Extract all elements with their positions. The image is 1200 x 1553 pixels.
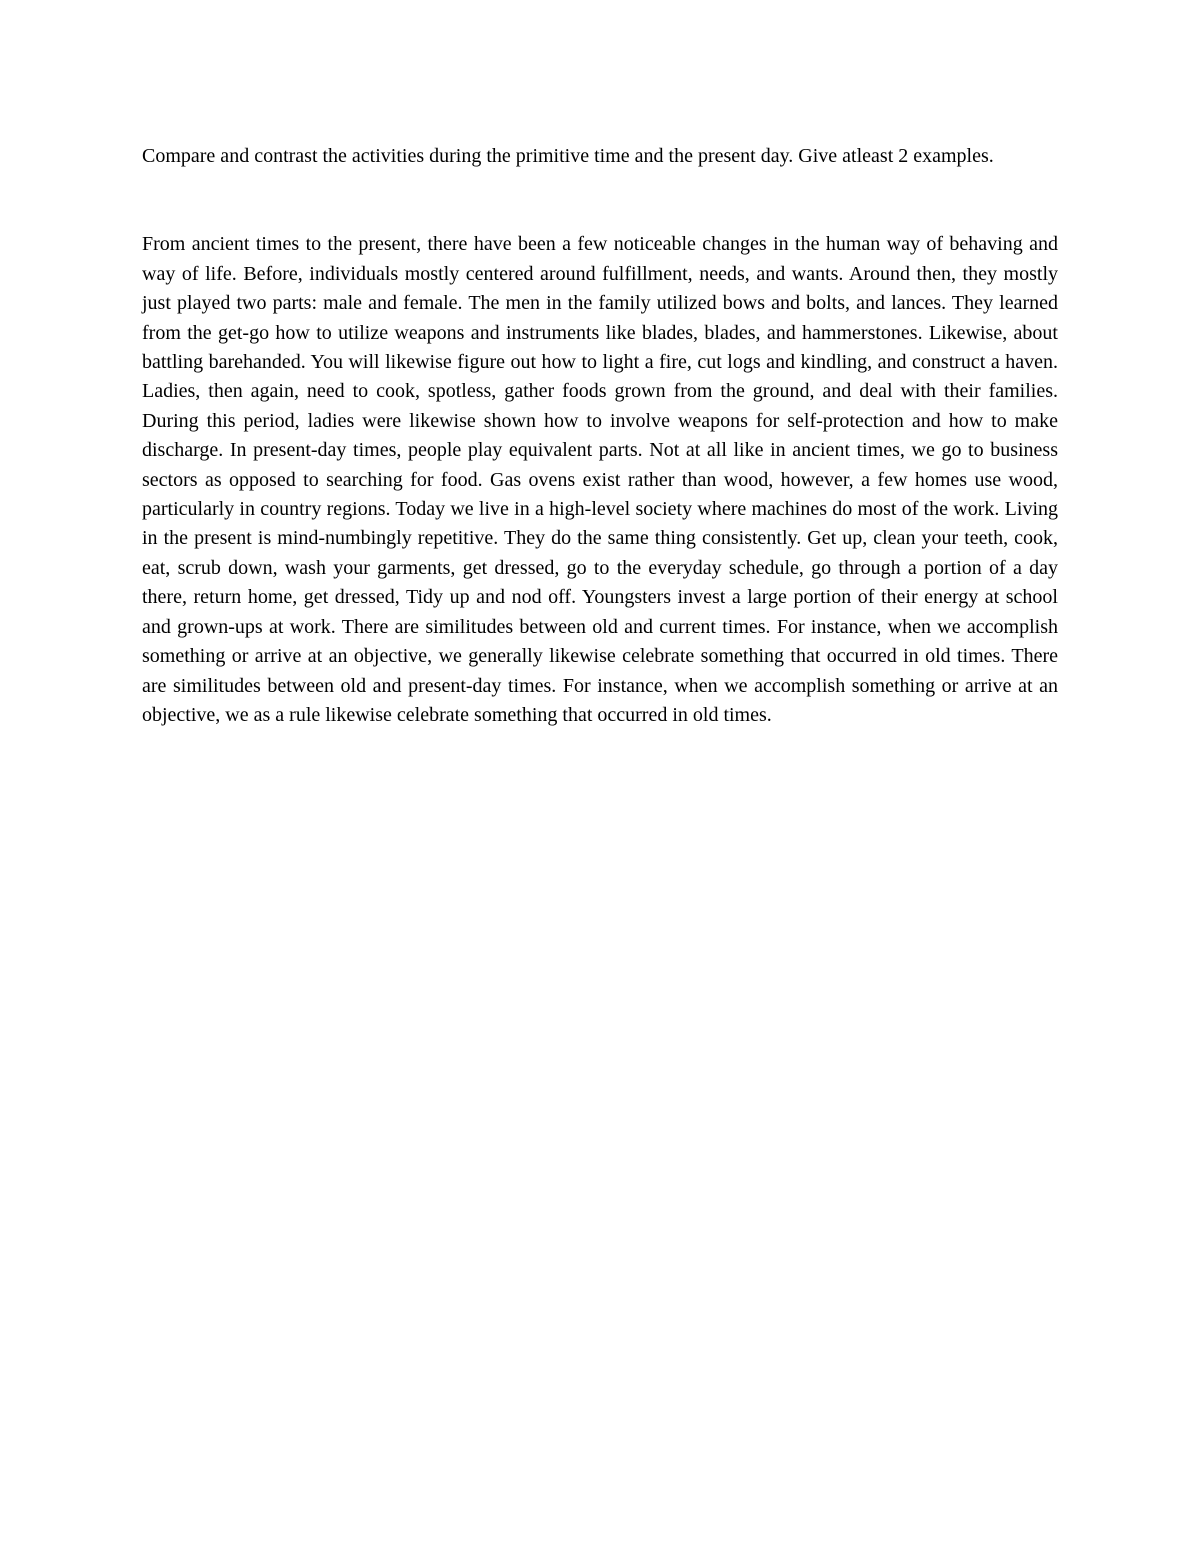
- paragraph-spacer: [142, 171, 1058, 230]
- question-text: Compare and contrast the activities during the primitive time and the present day. Give atleast 2 examples.: [142, 145, 994, 167]
- document-body: [142, 142, 1058, 730]
- answer-paragraph: From ancient times to the present, there have been a few noticeable changes in the human way of behaving and way of life. Before, individuals mostly centered around fulfillment, needs, and wants. Around then, they mostly just played two parts: male and female. The men in the family utilized bows and bolts, and lances. They learned from the get-go how to utilize weapons and instruments like blades, blades, and hammerstones. Likewise, about battling barehanded. You will likewise figure out how to light a fire, cut logs and kindling, and construct a haven. Ladies, then again, need to cook, spotless, gather foods grown from the ground, and deal with their families. During this period, ladies were likewise shown how to involve weapons for self-protection and how to make discharge. In present-day times, people play equivalent parts. Not at all like in ancient times, we go to business sectors as opposed to searching for food. Gas ovens exist rather than wood, however, a few homes use wood, particularly in country regions. Today we live in a high-level society where machines do most of the work. Living in the present is mind-numbingly repetitive. They do the same thing consistently. Get up, clean your teeth, cook, eat, scrub down, wash your garments, get dressed, go to the everyday schedule, go through a portion of a day there, return home, get dressed, Tidy up and nod off. Youngsters invest a large portion of their energy at school and grown-ups at work. There are similitudes between old and current times. For instance, when we accomplish something or arrive at an objective, we generally likewise celebrate something that occurred in old times. There are similitudes between old and present-day times. For instance, when we accomplish something or arrive at an objective, we as a rule likewise celebrate something that occurred in old times.: [142, 233, 1058, 726]
